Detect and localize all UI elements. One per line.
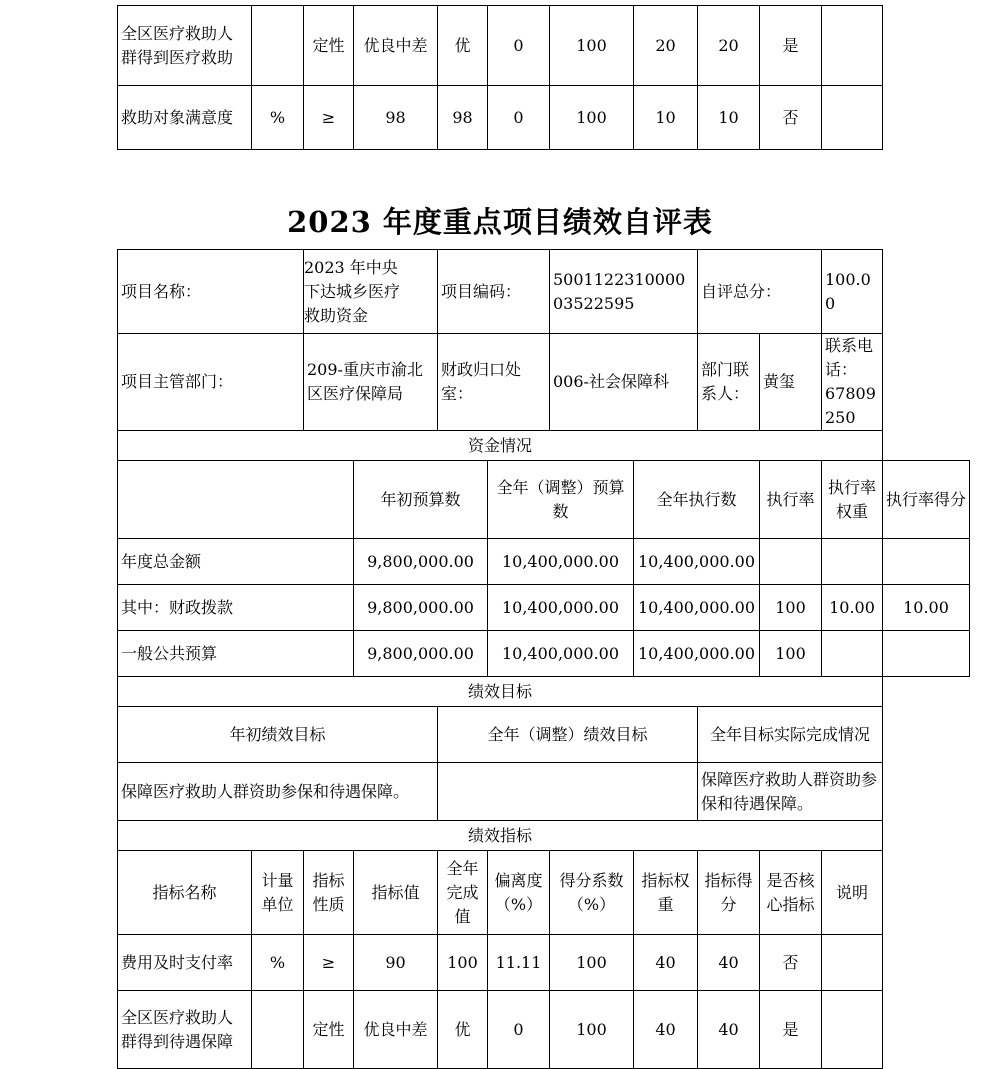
indicator-nature: ≥ <box>304 935 354 991</box>
funds-rate <box>760 539 822 585</box>
goals-adjusted <box>438 763 698 821</box>
goals-header-actual: 全年目标实际完成情况 <box>698 707 883 763</box>
ind-header-score: 指标得分 <box>698 851 760 935</box>
funds-adjusted: 10,400,000.00 <box>488 631 634 677</box>
goals-initial-text: 保障医疗救助人群资助参保和待遇保障。 <box>121 781 410 801</box>
funds-header-weight: 执行率权重 <box>822 461 883 539</box>
indicator-core: 否 <box>760 86 822 150</box>
indicator-target: 优良中差 <box>354 6 438 86</box>
ind-header-core: 是否核心指标 <box>760 851 822 935</box>
indicator-actual: 优 <box>438 6 488 86</box>
indicator-core: 否 <box>760 935 822 991</box>
dept-label: 项目主管部门： <box>118 334 304 431</box>
goals-header-adjusted: 全年（调整）绩效目标 <box>438 707 698 763</box>
indicator-coef: 100 <box>550 6 634 86</box>
project-name-row <box>118 250 970 334</box>
self-score-label <box>698 250 822 334</box>
funds-initial: 9,800,000.00 <box>354 585 488 631</box>
indicator-weight: 10 <box>634 86 698 150</box>
goals-header-initial: 年初绩效目标 <box>118 707 438 763</box>
table-row <box>118 86 883 150</box>
funds-executed: 10,400,000.00 <box>634 539 760 585</box>
indicator-actual: 100 <box>438 935 488 991</box>
goals-header-row <box>118 707 970 763</box>
ind-header-weight: 指标权重 <box>634 851 698 935</box>
table-row <box>118 585 970 631</box>
table-row <box>118 991 970 1069</box>
table-row <box>118 631 970 677</box>
funds-header-blank <box>118 461 354 539</box>
funds-row-label: 年度总金额 <box>118 539 354 585</box>
ind-header-target: 指标值 <box>354 851 438 935</box>
funds-rate: 100 <box>760 585 822 631</box>
indicator-note <box>822 935 883 991</box>
table-row <box>118 539 970 585</box>
funds-header-initial: 年初预算数 <box>354 461 488 539</box>
goals-actual: 保障医疗救助人群资助参保和待遇保障。 <box>698 763 883 821</box>
indicator-name: 全区医疗救助人群得到待遇保障 <box>118 991 252 1069</box>
funds-section-title: 资金情况 <box>118 431 883 461</box>
indicator-name: 救助对象满意度 <box>118 86 252 150</box>
funds-initial: 9,800,000.00 <box>354 631 488 677</box>
indicator-score: 10 <box>698 86 760 150</box>
indicator-weight: 40 <box>634 991 698 1069</box>
phone-label: 联系电话： <box>825 336 874 379</box>
funds-score <box>883 539 970 585</box>
page-title: 2023 年度重点项目绩效自评表 <box>287 205 713 239</box>
project-dept-row <box>118 334 970 431</box>
indicator-continuation-table <box>117 5 883 150</box>
funds-score <box>883 631 970 677</box>
finance-office-value: 006-社会保障科 <box>550 334 698 431</box>
indicator-deviation: 0 <box>488 86 550 150</box>
indicator-unit: % <box>252 935 304 991</box>
funds-header-row <box>118 461 970 539</box>
indicators-section-header <box>118 821 970 851</box>
indicator-score: 40 <box>698 935 760 991</box>
funds-header-executed: 全年执行数 <box>634 461 760 539</box>
indicator-deviation: 0 <box>488 991 550 1069</box>
indicator-name: 全区医疗救助人群得到医疗救助 <box>118 6 252 86</box>
indicator-unit: % <box>252 86 304 150</box>
phone-cell <box>822 334 883 431</box>
goals-initial <box>118 763 438 821</box>
ind-header-coef: 得分系数（%） <box>550 851 634 935</box>
goals-section-title: 绩效目标 <box>118 677 883 707</box>
indicator-coef: 100 <box>550 935 634 991</box>
funds-weight: 10.00 <box>822 585 883 631</box>
funds-initial: 9,800,000.00 <box>354 539 488 585</box>
indicators-header-row <box>118 851 970 935</box>
funds-header-score: 执行率得分 <box>883 461 970 539</box>
funds-rate: 100 <box>760 631 822 677</box>
indicator-note <box>822 6 883 86</box>
ind-header-note: 说明 <box>822 851 883 935</box>
indicator-nature: 定性 <box>304 991 354 1069</box>
indicator-score: 40 <box>698 991 760 1069</box>
indicator-note <box>822 991 883 1069</box>
indicator-actual: 98 <box>438 86 488 150</box>
indicator-weight: 40 <box>634 935 698 991</box>
funds-row-label: 一般公共预算 <box>118 631 354 677</box>
indicator-unit <box>252 6 304 86</box>
project-code-label: 项目编码： <box>438 250 550 334</box>
indicator-coef: 100 <box>550 991 634 1069</box>
ind-header-deviation: 偏离度（%） <box>488 851 550 935</box>
goals-section-header <box>118 677 970 707</box>
indicator-weight: 20 <box>634 6 698 86</box>
finance-office-label: 财政归口处室： <box>438 334 550 431</box>
indicator-nature: ≥ <box>304 86 354 150</box>
phone-value: 67809250 <box>825 384 876 427</box>
funds-weight <box>822 631 883 677</box>
contact-person-value: 黄玺 <box>760 334 822 431</box>
self-score-label-text: 自评总分： <box>701 281 782 301</box>
funds-adjusted: 10,400,000.00 <box>488 539 634 585</box>
indicator-nature: 定性 <box>304 6 354 86</box>
funds-section-header <box>118 431 970 461</box>
table-row <box>118 935 970 991</box>
indicators-section-title: 绩效指标 <box>118 821 883 851</box>
funds-weight <box>822 539 883 585</box>
dept-value: 209-重庆市渝北区医疗保障局 <box>304 334 438 431</box>
ind-header-nature: 指标性质 <box>304 851 354 935</box>
contact-person-label: 部门联系人： <box>698 334 760 431</box>
indicator-deviation: 11.11 <box>488 935 550 991</box>
ind-header-actual: 全年完成值 <box>438 851 488 935</box>
funds-score: 10.00 <box>883 585 970 631</box>
indicator-unit <box>252 991 304 1069</box>
goals-content-row <box>118 763 970 821</box>
project-name-value <box>304 250 438 334</box>
indicator-coef: 100 <box>550 86 634 150</box>
indicator-core: 是 <box>760 6 822 86</box>
indicator-core: 是 <box>760 991 822 1069</box>
indicator-actual: 优 <box>438 991 488 1069</box>
indicator-score: 20 <box>698 6 760 86</box>
ind-header-unit: 计量单位 <box>252 851 304 935</box>
funds-header-adjusted: 全年（调整）预算数 <box>488 461 634 539</box>
project-code-value: 500112231000003522595 <box>550 250 698 334</box>
indicator-target: 90 <box>354 935 438 991</box>
table-row <box>118 6 883 86</box>
project-name-label: 项目名称： <box>118 250 304 334</box>
indicator-deviation: 0 <box>488 6 550 86</box>
self-score-value: 100.00 <box>822 250 883 334</box>
funds-row-label: 其中：财政拨款 <box>118 585 354 631</box>
funds-executed: 10,400,000.00 <box>634 585 760 631</box>
project-name-text: 2023 年中央下达城乡医疗救助资金 <box>304 257 401 325</box>
indicator-target: 优良中差 <box>354 991 438 1069</box>
funds-header-rate: 执行率 <box>760 461 822 539</box>
ind-header-name: 指标名称 <box>118 851 252 935</box>
performance-evaluation-table <box>117 249 970 1069</box>
indicator-target: 98 <box>354 86 438 150</box>
indicator-name: 费用及时支付率 <box>118 935 252 991</box>
funds-adjusted: 10,400,000.00 <box>488 585 634 631</box>
funds-executed: 10,400,000.00 <box>634 631 760 677</box>
indicator-note <box>822 86 883 150</box>
